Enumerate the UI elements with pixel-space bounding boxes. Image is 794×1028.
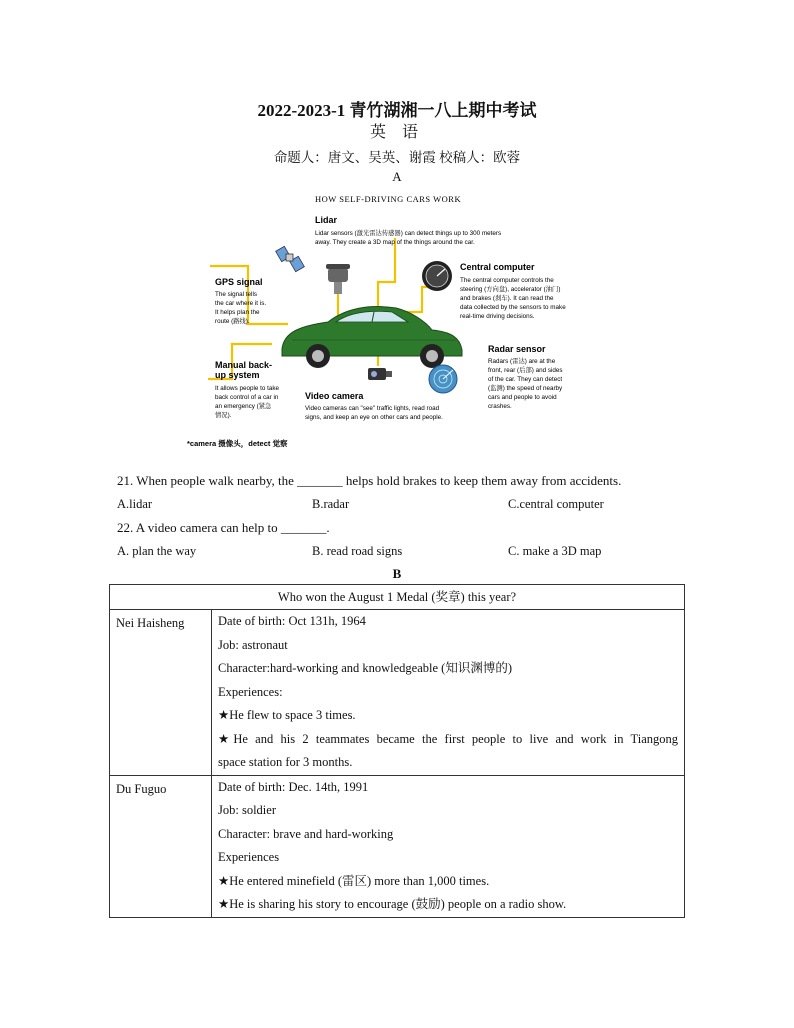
manual-text: an emergency (紧急 <box>215 403 272 410</box>
figure-heading: HOW SELF-DRIVING CARS WORK <box>315 194 462 204</box>
satellite-icon <box>276 246 305 271</box>
manual-text: It allows people to take <box>215 385 280 392</box>
radar-text: cars and people to avoid <box>488 394 557 401</box>
detail-line: Job: soldier <box>218 803 276 817</box>
gauge-icon <box>422 261 452 291</box>
q21-option-a: A.lidar <box>117 497 153 511</box>
table-row <box>110 610 685 776</box>
detail-line: Character:hard-working and knowledgeable (知识渊博的) <box>218 661 513 675</box>
detail-line: Date of birth: Dec. 14th, 1991 <box>218 779 369 794</box>
person-details <box>212 775 685 917</box>
video-text: Video cameras can "see" traffic lights, read road <box>305 405 440 412</box>
manual-title: up system <box>215 370 260 380</box>
lidar-icon <box>326 264 350 294</box>
table-title: Who won the August 1 Medal (奖章) this year? <box>110 585 685 610</box>
exam-title: 2022-2023-1 青竹湖湘一八上期中考试 <box>257 101 537 120</box>
central-text: The central computer controls the <box>460 277 554 284</box>
lidar-text: away. They create a 3D map of the things around the car. <box>315 239 475 246</box>
lidar-title: Lidar <box>315 215 338 225</box>
detail-line: Job: astronaut <box>218 637 288 652</box>
person-name: Du Fuguo <box>110 775 212 917</box>
radar-text: front, rear (后部) and sides <box>488 367 563 374</box>
figure-footnote: *camera 摄像头，detect 觉察 <box>187 439 288 448</box>
section-a-label: A <box>392 169 402 184</box>
central-text: real-time driving decisions. <box>460 313 535 320</box>
table-row <box>110 775 685 917</box>
gps-text: It helps plan the <box>215 309 260 316</box>
radar-text: (监测) the speed of nearby <box>488 385 563 392</box>
manual-text: back control of a car in <box>215 394 279 401</box>
subject-title: 英 语 <box>369 124 424 141</box>
central-text: data collected by the sensors to make <box>460 304 566 311</box>
gps-text: the car where it is. <box>215 300 267 307</box>
question-21: 21. When people walk nearby, the _______ helps hold brakes to keep them away from accidents. <box>117 473 622 488</box>
radar-icon <box>429 365 457 393</box>
q21-option-b: B.radar <box>312 497 350 511</box>
gps-text: route (路线). <box>215 318 250 325</box>
lidar-text: Lidar sensors (激光雷达传感器) can detect things up to 300 meters <box>315 230 502 237</box>
central-title: Central computer <box>460 262 535 272</box>
self-driving-car-figure <box>160 184 630 460</box>
q22-option-b: B. read road signs <box>312 544 403 558</box>
detail-line: Character: brave and hard-working <box>218 826 394 841</box>
central-text: and brakes (刹车). It can read the <box>460 295 554 302</box>
gps-text: The signal tells <box>215 291 257 298</box>
detail-line: Experiences <box>218 850 280 864</box>
q22-option-c: C. make a 3D map <box>508 544 602 558</box>
detail-line: Experiences: <box>218 684 283 699</box>
car-illustration <box>282 307 462 368</box>
medal-table <box>109 584 685 918</box>
q22-option-a: A. plan the way <box>117 544 197 558</box>
radar-title: Radar sensor <box>488 344 546 354</box>
video-title: Video camera <box>305 391 364 401</box>
video-text: signs, and keep an eye on other cars and people. <box>305 414 443 421</box>
q21-option-c: C.central computer <box>508 497 604 511</box>
detail-line: ★He is sharing his story to encourage (鼓励) people on a radio show. <box>218 897 567 911</box>
detail-line: ★He flew to space 3 times. <box>218 708 356 722</box>
question-22: 22. A video camera can help to _______. <box>117 520 330 535</box>
manual-text: 情况). <box>215 412 232 419</box>
radar-text: of the car. They can detect <box>488 376 563 383</box>
radar-text: crashes. <box>488 403 512 410</box>
manual-title: Manual back- <box>215 360 273 370</box>
person-name: Nei Haisheng <box>110 610 212 776</box>
central-text: steering (方向盘), accelerator (油门) <box>460 286 561 293</box>
detail-line: ★He entered minefield (雷区) more than 1,000 times. <box>218 873 490 888</box>
video-camera-icon <box>368 368 392 380</box>
detail-line: ★He and his 2 teammates became the first people to live and work in Tiangong <box>218 731 678 746</box>
detail-line: Date of birth: Oct 131h, 1964 <box>218 614 366 628</box>
detail-line: space station for 3 months. <box>218 755 353 769</box>
radar-text: Radars (雷达) are at the <box>488 358 556 365</box>
authors-line: 命题人：唐文、吴英、谢霞 校稿人：欧蓉 <box>273 150 521 165</box>
person-details <box>212 610 685 776</box>
gps-title: GPS signal <box>215 277 263 287</box>
section-b-label: B <box>392 566 402 581</box>
